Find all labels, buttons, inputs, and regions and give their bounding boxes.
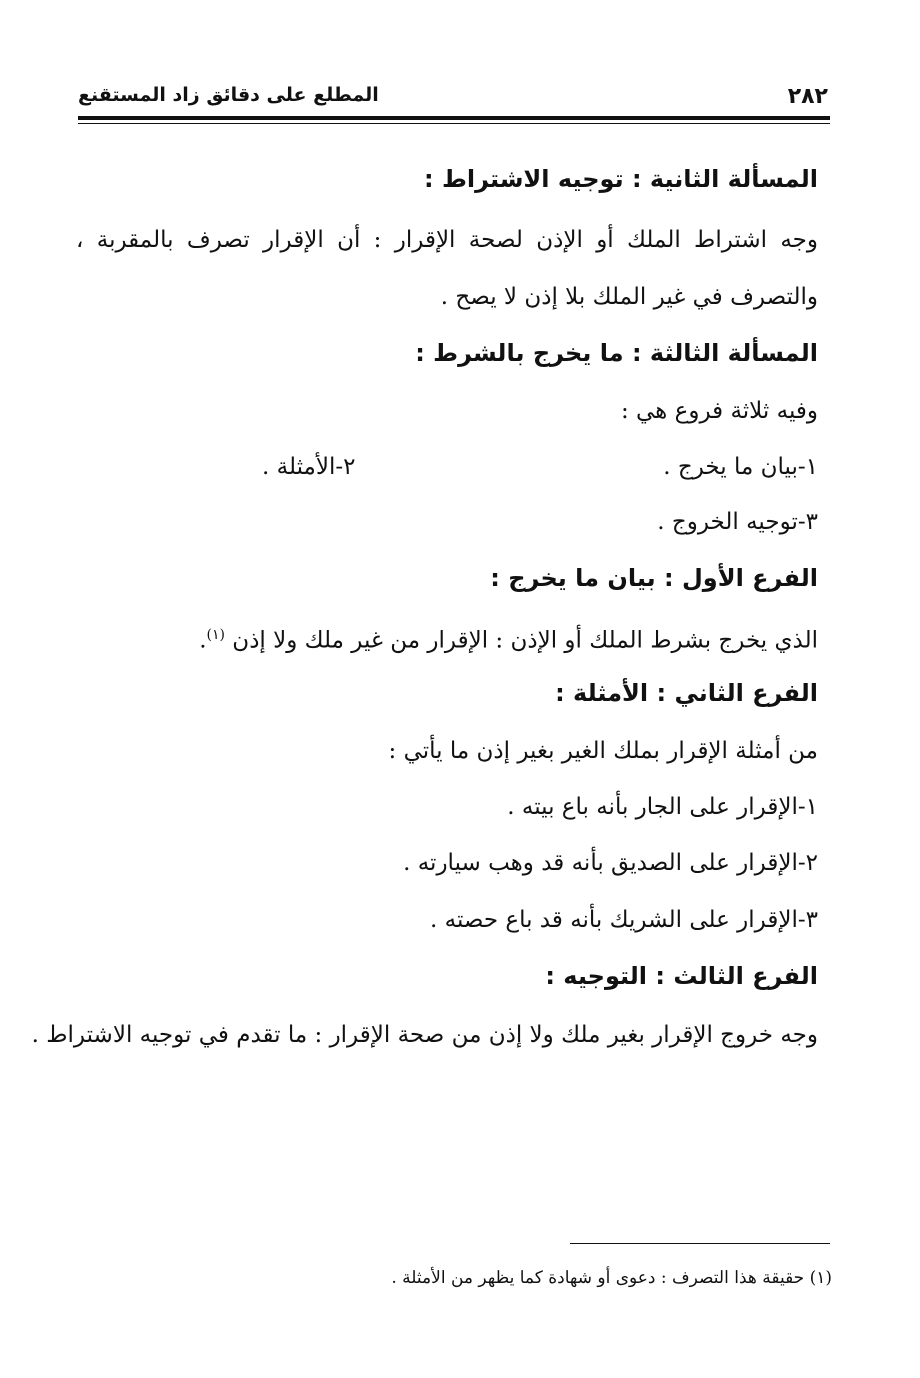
footnote-rule [570, 1243, 830, 1244]
branch1-end: . [199, 627, 207, 654]
example-item: ٣-الإقرار على الشريك بأنه قد باع حصته . [430, 907, 818, 933]
header-rule-thin [78, 123, 830, 124]
branch3-paragraph: وجه خروج الإقرار بغير ملك ولا إذن من صحة الإقرار : ما تقدم في توجيه الاشتراط . [31, 1022, 818, 1048]
issue3-heading: المسألة الثالثة : ما يخرج بالشرط : [415, 339, 818, 367]
example-item: ١-الإقرار على الجار بأنه باع بيته . [507, 794, 818, 820]
branch-list-item: ٢-الأمثلة . [262, 454, 356, 480]
book-title: المطلع على دقائق زاد المستقنع [78, 84, 379, 106]
branch1-text: الذي يخرج بشرط الملك أو الإذن : الإقرار من غير ملك ولا إذن [232, 627, 818, 654]
footnote-marker: (١) [206, 627, 225, 643]
issue2-paragraph-line1: وجه اشتراط الملك أو الإذن لصحة الإقرار : أن الإقرار تصرف بالمقربة ، [76, 227, 818, 253]
branch2-intro: من أمثلة الإقرار بملك الغير بغير إذن ما يأتي : [388, 738, 818, 764]
issue2-paragraph-line2: والتصرف في غير الملك بلا إذن لا يصح . [440, 284, 818, 310]
branch3-heading: الفرع الثالث : التوجيه : [545, 962, 818, 990]
issue3-intro: وفيه ثلاثة فروع هي : [620, 398, 818, 424]
page-number: ٢٨٢ [787, 84, 828, 109]
branch2-heading: الفرع الثاني : الأمثلة : [555, 679, 818, 707]
footnote: (١) حقيقة هذا التصرف : دعوى أو شهادة كما يظهر من الأمثلة . [391, 1268, 832, 1288]
branch-list-item: ١-بيان ما يخرج . [663, 454, 818, 480]
branch1-heading: الفرع الأول : بيان ما يخرج : [490, 564, 818, 592]
issue2-heading: المسألة الثانية : توجيه الاشتراط : [424, 165, 818, 193]
header-rule-thick [78, 116, 830, 120]
branch1-paragraph [199, 620, 818, 656]
branch-list-item: ٣-توجيه الخروج . [657, 509, 818, 535]
running-head [78, 78, 830, 112]
example-item: ٢-الإقرار على الصديق بأنه قد وهب سيارته . [403, 850, 818, 876]
